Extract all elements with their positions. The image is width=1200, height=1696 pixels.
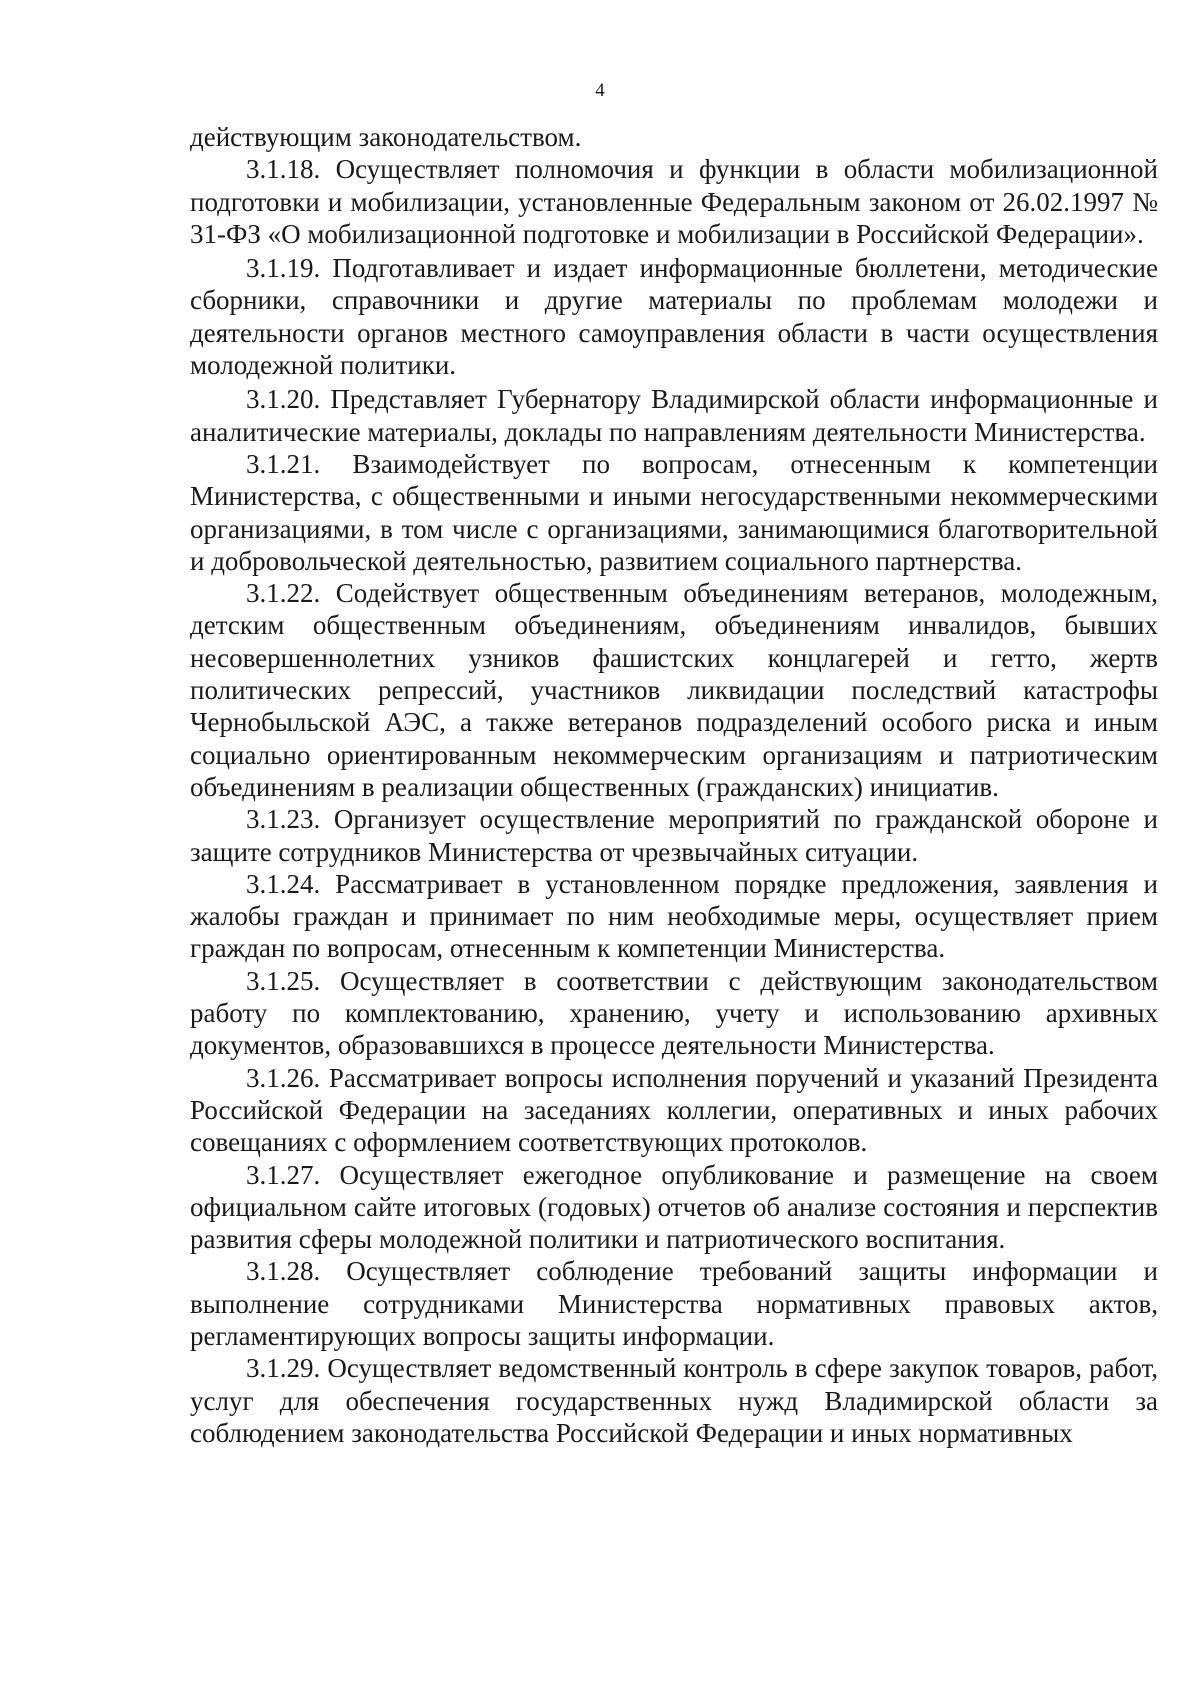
clause-3-1-24: 3.1.24. Рассматривает в установленном порядке предложения, заявления и жалобы граждан и принимает по ним необходимые меры, осуществляет прием граждан по вопросам, отнесенным к компетенции Министерства. bbox=[190, 868, 1158, 964]
document-body bbox=[190, 121, 1158, 1449]
clause-3-1-28: 3.1.28. Осуществляет соблюдение требований защиты информации и выполнение сотрудниками Министерства нормативных правовых актов, регламентирующих вопросы защиты информации. bbox=[190, 1256, 1158, 1351]
clause-3-1-19: 3.1.19. Подготавливает и издает информационные бюллетени, методические сборники, справочники и другие материалы по проблемам молодежи и деятельности органов местного самоуправления области в части осуществления молодежной политики. bbox=[190, 253, 1158, 381]
clause-3-1-20: 3.1.20. Представляет Губернатору Владимирской области информационные и аналитические материалы, доклады по направлениям деятельности Министерства. bbox=[190, 384, 1158, 447]
clause-3-1-21: 3.1.21. Взаимодействует по вопросам, отнесенным к компетенции Министерства, с общественными и иными негосударственными некоммерческими организациями, в том числе с организациями, занимающимися благотворительной и добровольческой деятельностью, развитием социального партнерства. bbox=[190, 448, 1158, 576]
clause-3-1-29: 3.1.29. Осуществляет ведомственный контроль в сфере закупок товаров, работ, услуг для обеспечения государственных нужд Владимирской области за соблюдением законодательства Российской Федерации и иных нормативных bbox=[190, 1353, 1158, 1448]
clause-3-1-18: 3.1.18. Осуществляет полномочия и функции в области мобилизационной подготовки и мобилизации, установленные Федеральным законом от 26.02.1997 № 31-ФЗ «О мобилизационной подготовке и мобилизации в Российской Федерации». bbox=[190, 154, 1158, 249]
clause-3-1-22: 3.1.22. Содействует общественным объединениям ветеранов, молодежным, детским общественным объединениям, объединениям инвалидов, бывших несовершеннолетних узников фашистских концлагерей и гетто, жертв политических репрессий, участников ликвидации последствий катастрофы Чернобыльской АЭС, а также ветеранов подразделений особого риска и иным социально ориентированным некоммерческим организациям и патриотическим объединениям в реализации общественных (гражданских) инициатив. bbox=[190, 578, 1158, 802]
clause-3-1-27: 3.1.27. Осуществляет ежегодное опубликование и размещение на своем официальном сайте итоговых (годовых) отчетов об анализе состояния и перспектив развития сферы молодежной политики и патриотического воспитания. bbox=[190, 1159, 1158, 1255]
clause-3-1-26: 3.1.26. Рассматривает вопросы исполнения поручений и указаний Президента Российской Федерации на заседаниях коллегии, оперативных и иных рабочих совещаниях с оформлением соответствующих протоколов. bbox=[190, 1062, 1158, 1158]
paragraph-continuation: действующим законодательством. bbox=[190, 122, 582, 152]
clause-3-1-25: 3.1.25. Осуществляет в соответствии с действующим законодательством работу по комплектованию, хранению, учету и использованию архивных документов, образовавшихся в процессе деятельности Министерства. bbox=[190, 965, 1158, 1061]
clause-3-1-23: 3.1.23. Организует осуществление мероприятий по гражданской обороне и защите сотрудников Министерства от чрезвычайных ситуации. bbox=[190, 804, 1158, 867]
page-number: 4 bbox=[595, 80, 605, 101]
